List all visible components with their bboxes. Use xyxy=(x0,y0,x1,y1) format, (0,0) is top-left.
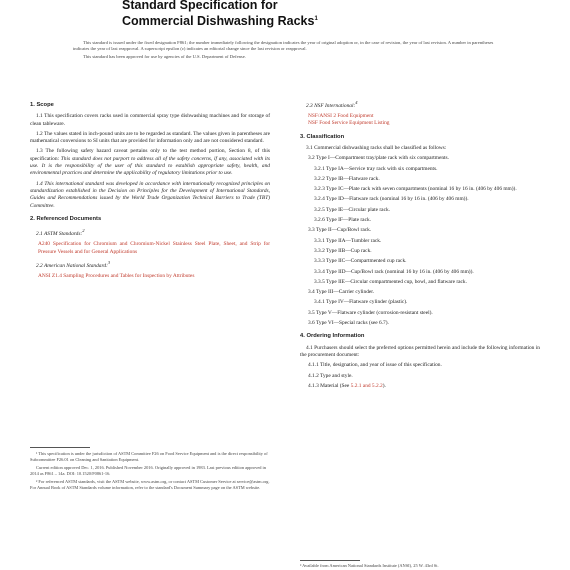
paragraph-3-1: 3.1 Commercial dishwashing racks shall be classified as follows: xyxy=(306,144,447,151)
title-line-2: Commercial Dishwashing Racks xyxy=(122,14,315,29)
classification-item: 3.3 Type II—Cup/Bowl rack. xyxy=(308,227,372,234)
classification-item: 3.6 Type VI—Special racks (see 6.7). xyxy=(308,320,389,327)
title-footnote-marker: 1 xyxy=(314,16,318,22)
classification-item: 3.3.5 Type IIE—Circular compartmented cup, bowl, and flatware rack. xyxy=(314,278,467,285)
paragraph-1-3-text: 1.3 The following safety hazard caveat pertains only to the test method portion, Section 8, of this specification: xyxy=(30,148,270,162)
footnote-marker: 3 xyxy=(107,259,111,265)
ref-link-nsf-listing[interactable]: NSF Food Service Equipment Listing xyxy=(308,120,390,127)
paragraph-1-3-caveat: This standard does not purport to address all of the safety concerns, if any, associated with its use. It is the responsibility of the user of this standard to establish appropriate safety, health, and environmental practices and determine the applicability of regulatory limitations prior to use. xyxy=(30,155,270,177)
classification-item: 3.2.3 Type IC—Plate rack with seven compartments (nominal 16 by 16 in. (406 by 406 mm)). xyxy=(314,186,517,193)
classification-item: 3.2.2 Type IB—Flatware rack. xyxy=(314,175,380,182)
material-section-link[interactable]: 5.2.1 and 5.2.2 xyxy=(350,382,383,389)
section-heading-references: 2. Referenced Documents xyxy=(30,215,102,222)
section-heading-scope: 1. Scope xyxy=(30,102,54,108)
section-heading-ordering: 4. Ordering Information xyxy=(300,333,365,340)
material-text: 4.1.3 Material (See xyxy=(308,382,351,389)
footnote: ¹ This specification is under the jurisdiction of ASTM Committee F26 on Food Service Equipment and is the direct responsibility of Subcommittee F26.01 on Cleaning and Sanitation Equipment. xyxy=(30,451,268,462)
classification-item: 3.4.1 Type IV—Flatware cylinder (plastic). xyxy=(314,299,408,306)
designation-notice xyxy=(73,40,498,62)
title-line-1: Standard Specification for xyxy=(122,0,278,12)
paragraph-2-1 xyxy=(30,227,270,238)
document-title xyxy=(122,0,452,28)
footnote-divider-right xyxy=(300,560,360,561)
footnote: ² For referenced ASTM standards, visit the ASTM website, www.astm.org, or contact ASTM Customer Service at service@astm.org. For Annual Book of ASTM Standards volume information, refer to the standard's Document Summary page on the ASTM website. xyxy=(30,479,270,490)
notice-paragraph: This standard is issued under the fixed designation F861; the number immediately following the designation indicates the year of original adoption or, in the case of revision, the year of last revision. A number in parentheses indicates the year of last reapproval. A superscript epsilon (ε) indicates an editorial change since the last revision or reapproval. xyxy=(73,40,494,51)
paragraph-1-4: 1.4 This international standard was developed in accordance with internationally recognized principles on standardization established in the Decision on Principles for the Development of International Standards, Guides and Recommendations issued by the World Trade Organization Technical Barriers to Trade (TBT) Committee. xyxy=(30,180,270,209)
paragraph-4-1: 4.1 Purchasers should select the preferred options permitted herein and include the following information in the procurement document: xyxy=(300,344,540,358)
paragraph-1-2: 1.2 The values stated in inch-pound units are to be regarded as standard. The values given in parentheses are mathematical conversions to SI units that are provided for information only and are not considered standard. xyxy=(30,130,270,145)
nsf-label: 2.3 NSF International: xyxy=(306,102,356,109)
notice-paragraph: This standard has been approved for use by agencies of the U.S. Department of Defense. xyxy=(83,54,246,59)
classification-item: 3.3.1 Type IIA—Tumbler rack. xyxy=(314,237,382,244)
paragraph-1-1: 1.1 This specification covers racks used in commercial spray type dishwashing machines and for storage of clean tableware. xyxy=(30,113,270,127)
classification-item: 3.3.3 Type IIC—Compartmented cup rack. xyxy=(314,258,407,265)
classification-item: 3.5 Type V—Flatware cylinder (corrosion-resistant steel). xyxy=(308,309,433,316)
ref-link-nsf-ansi-2[interactable]: NSF/ANSI 2 Food Equipment xyxy=(308,113,374,120)
classification-item: 3.4 Type III—Carrier cylinder. xyxy=(308,289,375,296)
classification-item: 3.3.4 Type IID—Cup/Bowl rack (nominal 16 by 16 in. (406 by 406 mm)). xyxy=(314,268,474,275)
material-text-end: ). xyxy=(382,382,386,389)
classification-item: 3.2 Type I—Compartment tray/plate rack with six compartments. xyxy=(308,155,449,162)
footnotes-left xyxy=(30,451,270,494)
ref-link-ansi-z1-4[interactable]: ANSI Z1.4 Sampling Procedures and Tables for Inspection by Attributes xyxy=(38,272,195,279)
ref-link-a240[interactable]: A240 Specification for Chromium and Chromium-Nickel Stainless Steel Plate, Sheet, and Strip for Pressure Vessels and for General Applications xyxy=(38,241,270,255)
astm-standards-label: 2.1 ASTM Standards: xyxy=(36,230,83,237)
classification-item: 3.3.2 Type IIB—Cup rack. xyxy=(314,247,372,254)
footnote-marker: 4 xyxy=(355,100,358,105)
paragraph-1-3 xyxy=(30,148,270,177)
section-heading-classification: 3. Classification xyxy=(300,133,345,140)
left-column xyxy=(30,96,270,283)
right-column xyxy=(300,99,540,393)
footnote-divider xyxy=(30,447,90,448)
classification-item: 3.2.4 Type ID—Flatware rack (nominal 16 by 16 in. (406 by 406 mm)). xyxy=(314,196,469,203)
footnote: Current edition approved Dec. 1, 2016. Published November 2016. Originally approved in 1983. Last previous edition approved in 2014 as F861 – 14a. DOI: 10.1520/F0861-16. xyxy=(30,465,266,476)
paragraph-4-1-1: 4.1.1 Title, designation, and year of issue of this specification. xyxy=(308,362,442,369)
ansi-label: 2.2 American National Standard: xyxy=(36,262,108,269)
footnotes-right xyxy=(300,563,540,569)
classification-list xyxy=(300,155,540,327)
footnote-marker: 2 xyxy=(82,228,85,234)
classification-item: 3.2.1 Type IA—Service tray rack with six compartments. xyxy=(314,165,438,172)
footnote: ³ Available from American National Standards Institute (ANSI), 25 W. 43rd St. xyxy=(300,563,439,568)
classification-item: 3.2.6 Type IF—Plate rack. xyxy=(314,217,372,224)
paragraph-2-3 xyxy=(300,99,540,110)
paragraph-2-2 xyxy=(30,259,270,270)
paragraph-4-1-2: 4.1.2 Type and style. xyxy=(308,372,353,379)
classification-item: 3.2.5 Type IE—Circular plate rack. xyxy=(314,206,391,213)
paragraph-4-1-3 xyxy=(300,383,540,390)
